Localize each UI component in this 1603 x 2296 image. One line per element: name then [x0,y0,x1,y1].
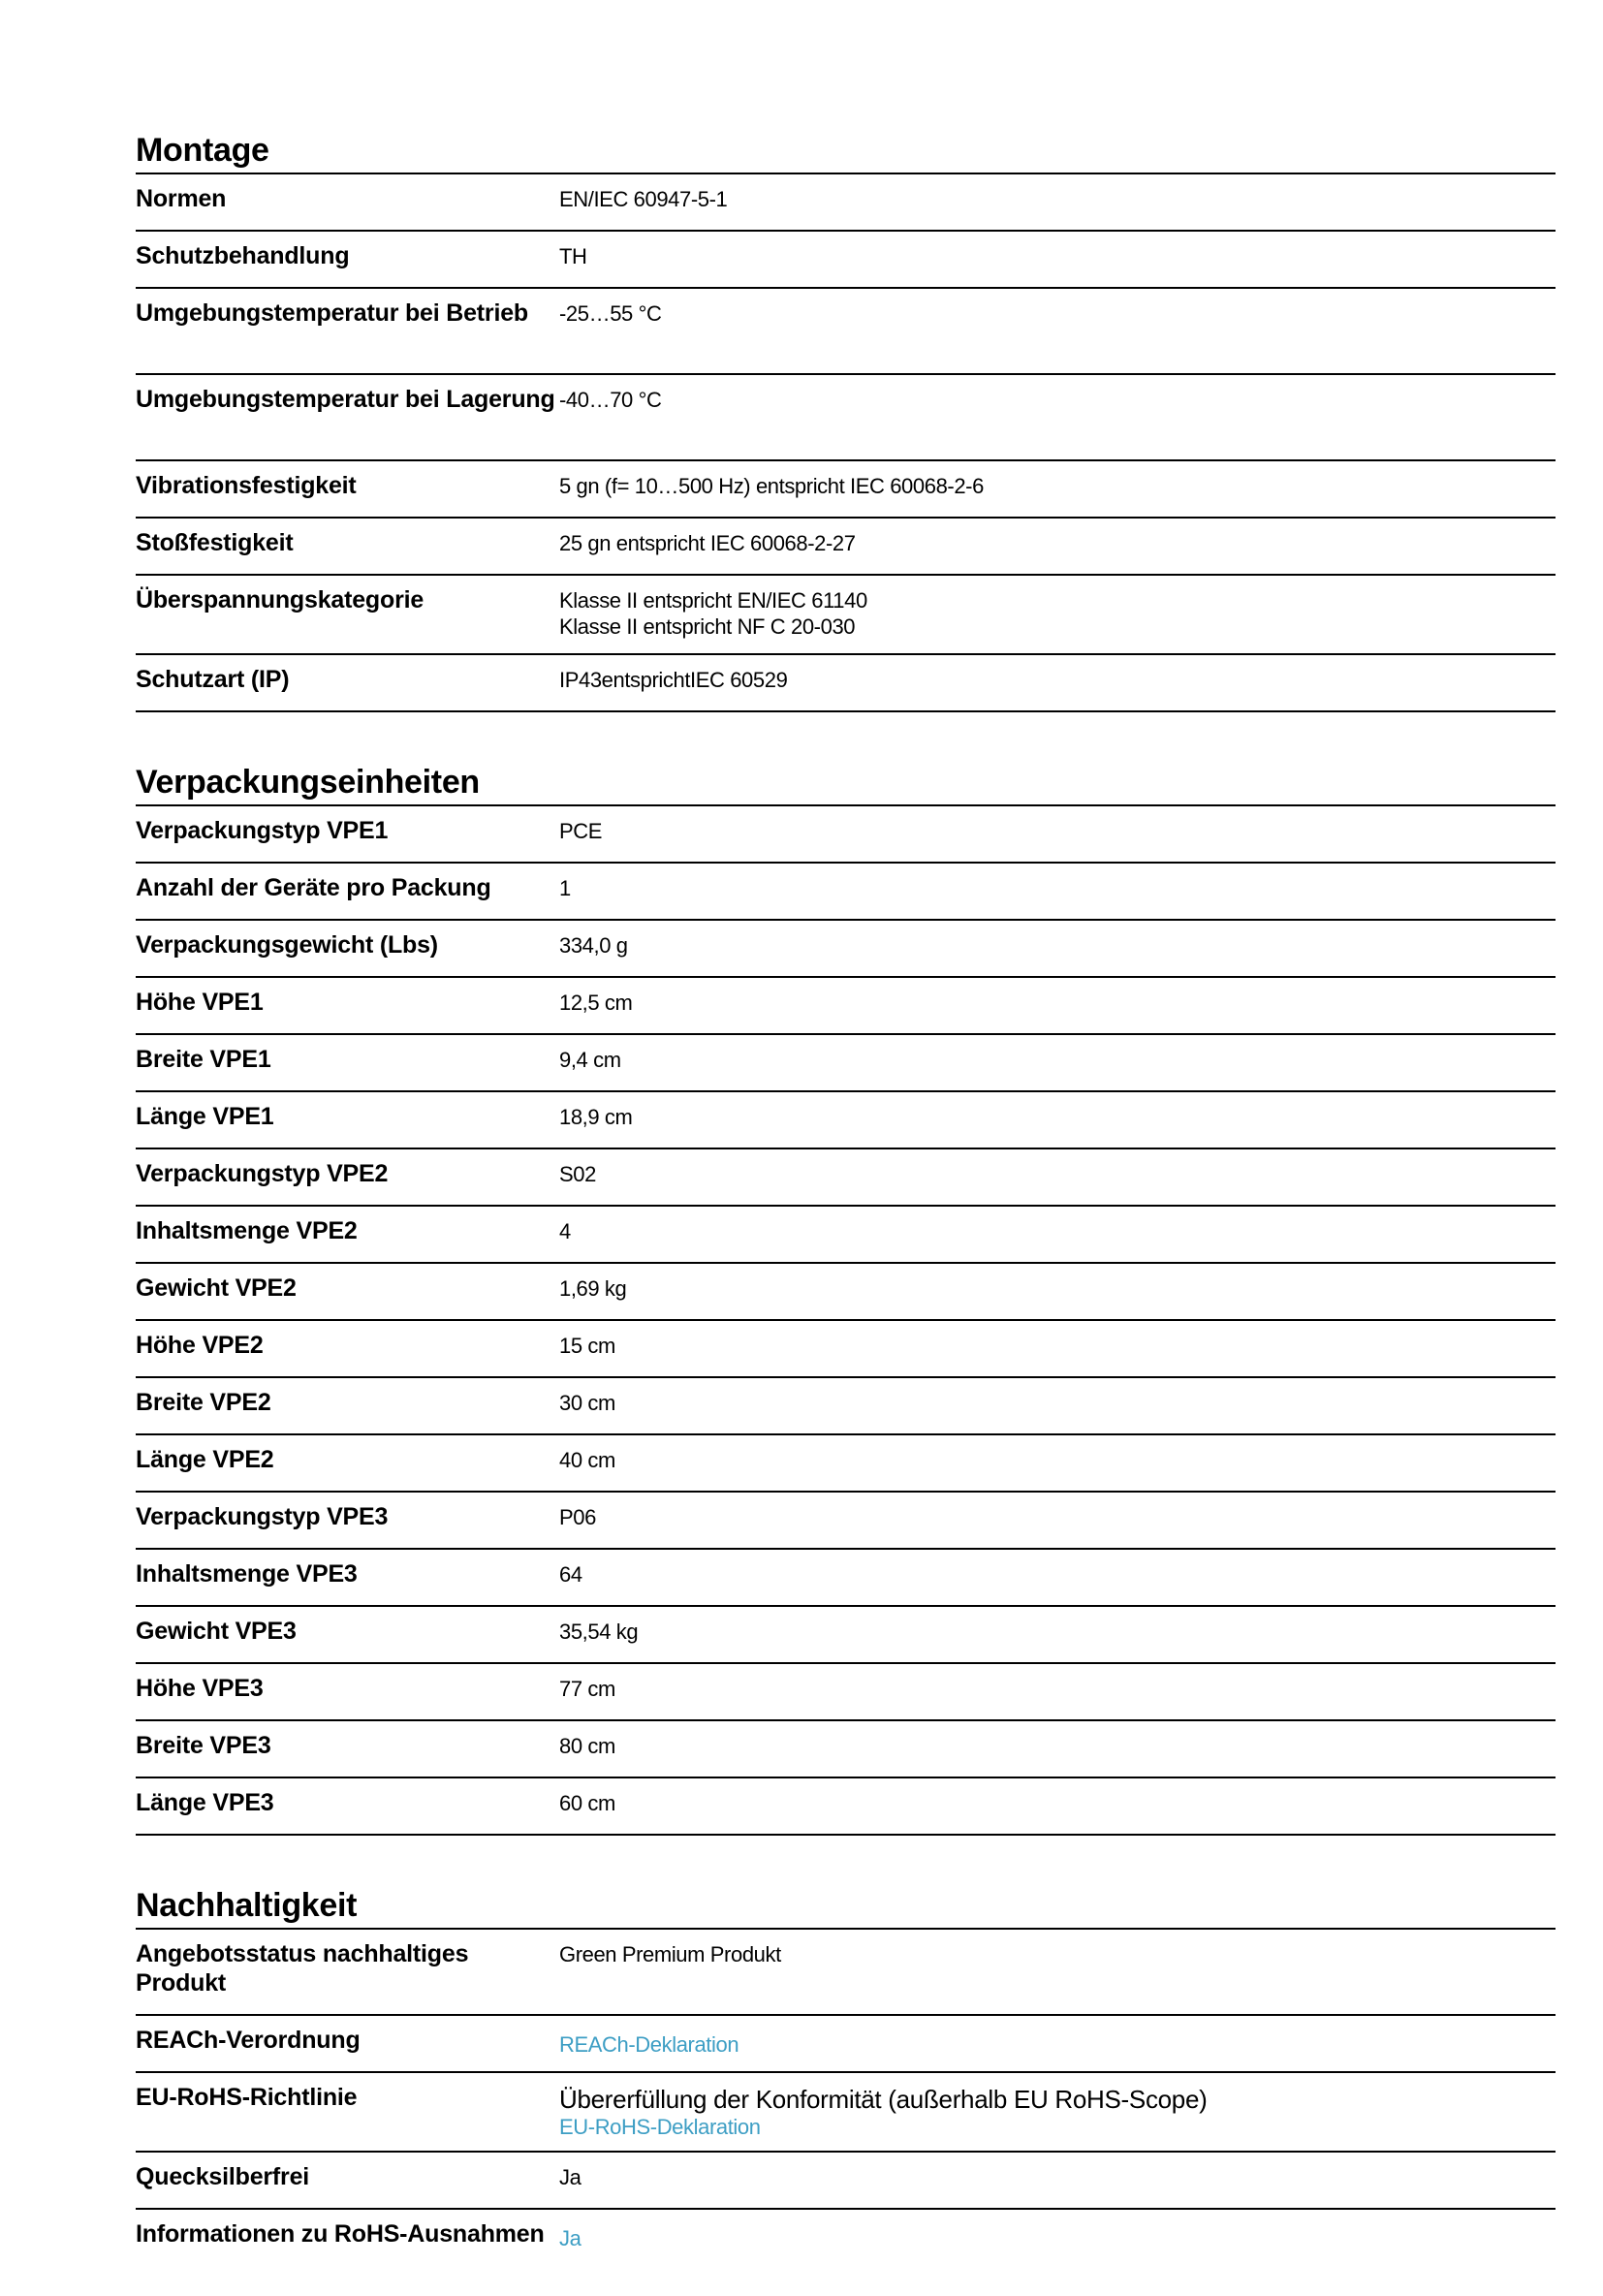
row-label: Informationen zu RoHS-Ausnahmen [136,2220,545,2248]
row-value [559,2016,1556,2071]
rohs-exemptions-link[interactable]: Ja [559,2226,581,2250]
row-value [559,576,1556,653]
row-label: Umgebungstemperatur bei Betrieb [136,299,528,327]
row-label: Gewicht VPE2 [136,1274,297,1302]
row-label: Anzahl der Geräte pro Packung [136,874,491,901]
row-value: IP43entsprichtIEC 60529 [559,668,788,692]
row-value: 25 gn entspricht IEC 60068-2-27 [559,531,856,555]
row-value: P06 [559,1505,596,1529]
table-row [136,576,1556,655]
row-label: Stoßfestigkeit [136,529,294,556]
row-label: Länge VPE3 [136,1789,274,1816]
table-row [136,1664,1556,1721]
row-value: Ja [559,2165,581,2189]
row-value: EN/IEC 60947-5-1 [559,187,728,211]
row-value-line-2: Klasse II entspricht NF C 20-030 [559,614,856,639]
row-value: TH [559,244,587,268]
row-label: Verpackungstyp VPE2 [136,1160,389,1187]
table-row [136,1149,1556,1207]
row-value: 30 cm [559,1391,615,1415]
table-row [136,806,1556,864]
row-value: 18,9 cm [559,1105,633,1129]
table-row [136,1721,1556,1778]
row-label: EU-RoHS-Richtlinie [136,2084,358,2111]
row-value: 9,4 cm [559,1048,621,1072]
row-value: 60 cm [559,1791,615,1815]
row-label: Höhe VPE3 [136,1675,264,1702]
row-label: Verpackungstyp VPE1 [136,817,389,844]
rohs-conformity-text: Übererfüllung der Konformität (außerhalb EU RoHS-Scope) [559,2085,1208,2114]
row-label: Breite VPE1 [136,1046,271,1073]
table-row [136,289,1556,375]
row-label: Breite VPE3 [136,1732,271,1759]
section-montage [136,130,1556,712]
row-label: Schutzbehandlung [136,242,350,269]
row-value: 5 gn (f= 10…500 Hz) entspricht IEC 60068-2-6 [559,474,984,498]
table-row [136,655,1556,712]
table-row [136,2073,1556,2153]
table-row [136,461,1556,519]
section-title-verpackungseinheiten: Verpackungseinheiten [136,764,480,801]
row-label: Länge VPE1 [136,1103,274,1130]
row-label: Überspannungskategorie [136,586,424,613]
section-title-montage: Montage [136,132,269,169]
reach-declaration-link[interactable]: REACh-Deklaration [559,2032,739,2057]
row-label: Quecksilberfrei [136,2163,310,2190]
row-value: 12,5 cm [559,991,633,1015]
table-row [136,2153,1556,2210]
row-value: 334,0 g [559,933,628,958]
row-label: Höhe VPE2 [136,1332,264,1359]
table-row [136,921,1556,978]
table-row [136,1378,1556,1435]
table-row [136,1092,1556,1149]
nachhaltigkeit-table [136,1928,1556,2296]
row-value: 77 cm [559,1677,615,1701]
row-label: Angebotsstatus nachhaltiges Produkt [136,1940,469,1997]
row-label: Länge VPE2 [136,1446,274,1473]
document-page [136,130,1556,2296]
row-value: 40 cm [559,1448,615,1472]
row-label: Normen [136,185,227,212]
row-value: -40…70 °C [559,388,662,412]
row-value: 1 [559,876,571,900]
section-gap [136,712,1556,762]
table-row [136,375,1556,461]
rohs-declaration-link[interactable]: EU-RoHS-Deklaration [559,2115,761,2139]
table-row [136,2210,1556,2296]
table-row [136,978,1556,1035]
section-nachhaltigkeit [136,1885,1556,2296]
table-row [136,1264,1556,1321]
table-row [136,232,1556,289]
montage-table [136,173,1556,712]
table-row [136,1778,1556,1836]
row-label: Verpackungsgewicht (Lbs) [136,931,438,959]
section-gap [136,1836,1556,1885]
row-value: 35,54 kg [559,1620,639,1644]
table-row [136,1550,1556,1607]
row-label: Vibrationsfestigkeit [136,472,357,499]
row-value-line-1: Klasse II entspricht EN/IEC 61140 [559,588,867,613]
row-value: 15 cm [559,1334,615,1358]
verpackung-table [136,804,1556,1836]
table-row [136,174,1556,232]
row-value: 80 cm [559,1734,615,1758]
table-row [136,2016,1556,2073]
table-row [136,1607,1556,1664]
row-value: Green Premium Produkt [559,1942,781,1966]
row-value: 1,69 kg [559,1276,627,1301]
row-label: Inhaltsmenge VPE2 [136,1217,358,1244]
table-row [136,1035,1556,1092]
row-value: 64 [559,1562,582,1587]
table-row [136,1930,1556,2016]
row-value: 4 [559,1219,571,1243]
row-value [559,2073,1556,2151]
section-title-nachhaltigkeit: Nachhaltigkeit [136,1887,358,1924]
row-label: Schutzart (IP) [136,666,290,693]
table-row [136,519,1556,576]
row-label: Breite VPE2 [136,1389,271,1416]
table-row [136,864,1556,921]
section-verpackungseinheiten [136,762,1556,1836]
table-row [136,1321,1556,1378]
row-label: REACh-Verordnung [136,2027,361,2054]
table-row [136,1493,1556,1550]
table-row [136,1207,1556,1264]
row-value: PCE [559,819,603,843]
row-label: Verpackungstyp VPE3 [136,1503,389,1530]
row-value [559,2210,1556,2296]
row-value: -25…55 °C [559,301,662,326]
row-label: Umgebungstemperatur bei Lagerung [136,386,555,413]
row-label: Gewicht VPE3 [136,1618,297,1645]
table-row [136,1435,1556,1493]
row-label: Inhaltsmenge VPE3 [136,1560,358,1588]
row-value: S02 [559,1162,596,1186]
row-label: Höhe VPE1 [136,989,264,1016]
